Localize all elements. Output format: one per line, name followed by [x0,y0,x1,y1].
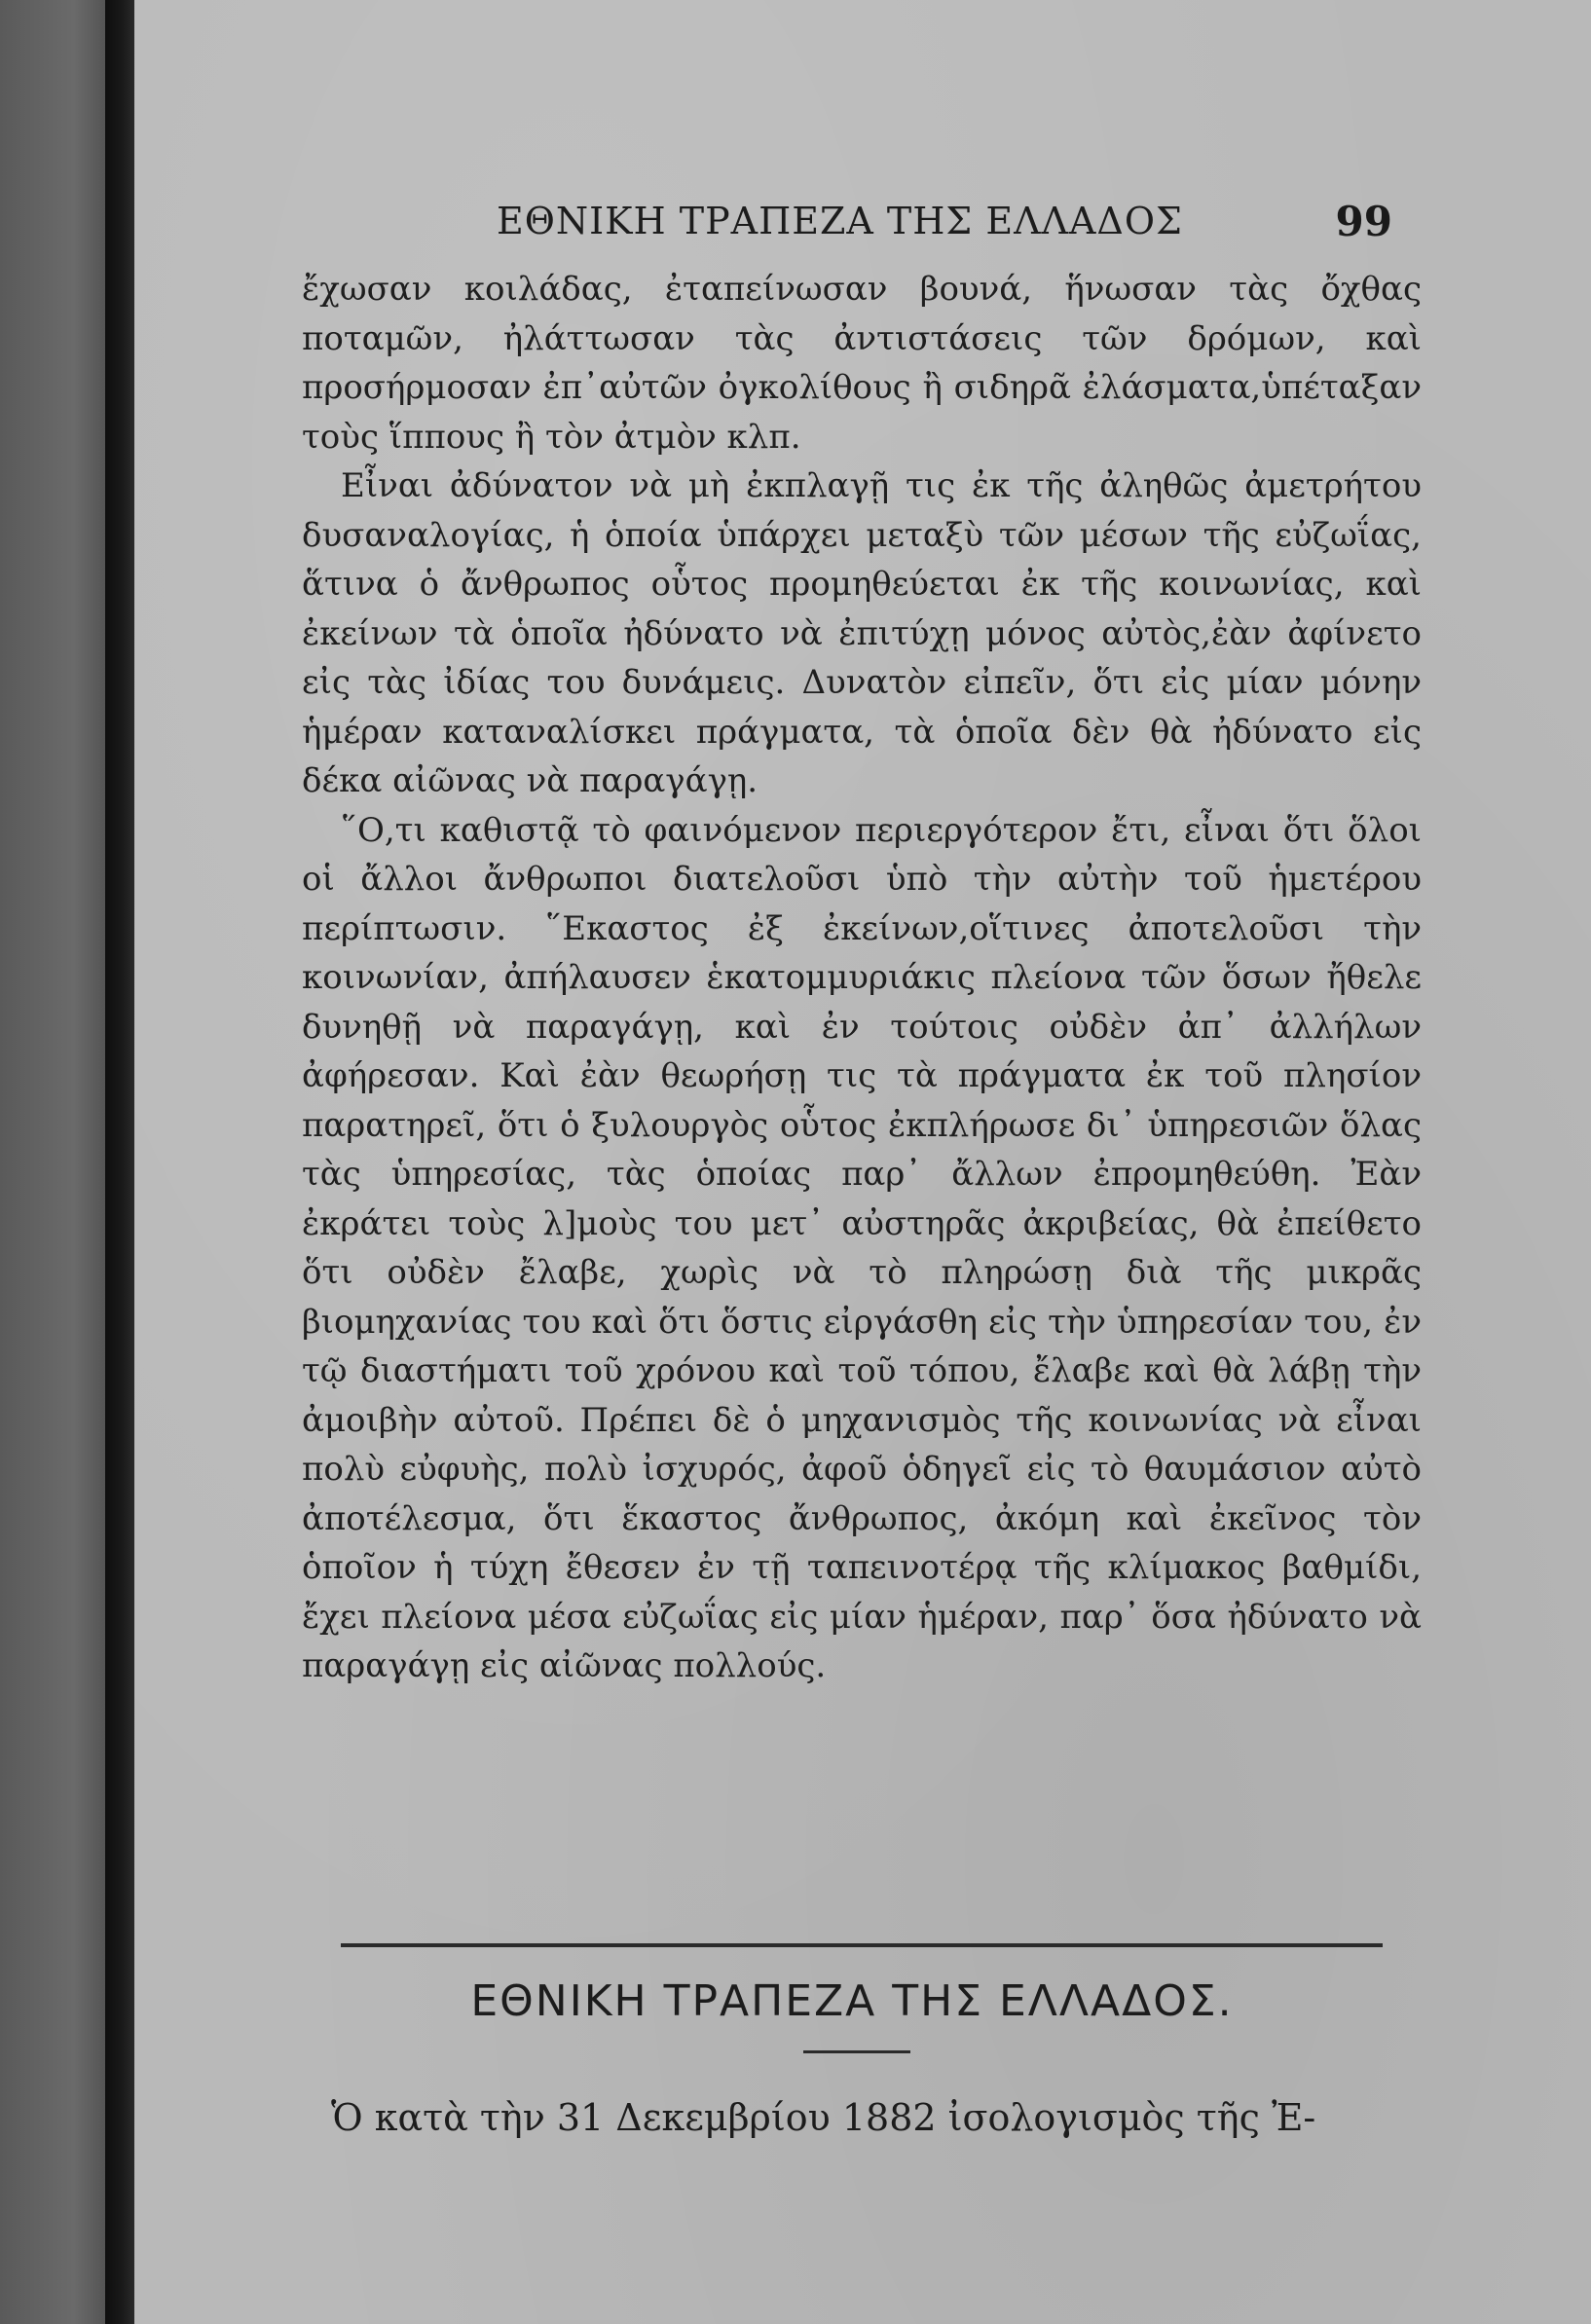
running-title: ΕΘΝΙΚΗ ΤΡΑΠΕΖΑ ΤΗΣ ΕΛΛΑΔΟΣ [497,200,1183,242]
running-head [360,190,1412,258]
book-binding-edge [105,0,134,2324]
section-first-line: Ὁ κατὰ τὴν 31 Δεκεμβρίου 1882 ἰσολογισμὸς τῆς Ἐ- [331,2096,1316,2139]
body-text [302,265,1422,1691]
paragraph-1: ἔχωσαν κοιλάδας, ἐταπείνωσαν βουνά, ἥνωσαν τὰς ὄχθας ποταμῶν, ἠλάττωσαν τὰς ἀντιστάσεις τῶν δρόμων, καὶ προσήρμοσαν ἐπ᾽αὐτῶν ὀγκολίθους ἢ σιδηρᾶ ἐλάσματα,ὑπέταξαν τοὺς ἵππους ἢ τὸν ἀτμὸν κλπ. [302,270,1422,457]
section-heading: ΕΘΝΙΚΗ ΤΡΑΠΕΖΑ ΤΗΣ ΕΛΛΑΔΟΣ. [470,1976,1234,2026]
page-number: 99 [1335,198,1392,245]
paragraph-2: Εἶναι ἀδύνατον νὰ μὴ ἐκπλαγῇ τις ἐκ τῆς ἀληθῶς ἀμετρήτου δυσαναλογίας, ἡ ὁποία ὑπάρχει μεταξὺ τῶν μέσων τῆς εὐζωΐας, ἅτινα ὁ ἄνθρωπος οὗτος προμηθεύεται ἐκ τῆς κοινωνίας, καὶ ἐκείνων τὰ ὁποῖα ἠδύνατο νὰ ἐπιτύχῃ μόνος αὐτὸς,ἐὰν ἀφίνετο εἰς τὰς ἰδίας του δυνάμεις. Δυνατὸν εἰπεῖν, ὅτι εἰς μίαν μόνην ἡμέραν καταναλίσκει πράγματα, τὰ ὁποῖα δὲν θὰ ἠδύνατο εἰς δέκα αἰῶνας νὰ παραγάγῃ. [302,466,1422,800]
heading-underline-rule [803,2050,910,2053]
section-divider-rule [341,1943,1383,1947]
paragraph-3: ῞Ο,τι καθιστᾷ τὸ φαινόμενον περιεργότερον ἔτι, εἶναι ὅτι ὅλοι οἱ ἄλλοι ἄνθρωποι διατελοῦσι ὑπὸ τὴν αὐτὴν τοῦ ἡμετέρου περίπτωσιν. ῞Εκαστος ἐξ ἐκείνων,οἵτινες ἀποτελοῦσι τὴν κοινωνίαν, ἀπήλαυσεν ἑκατομμυριάκις πλείονα τῶν ὅσων ἤθελε δυνηθῇ νὰ παραγάγῃ, καὶ ἐν τούτοις οὐδὲν ἀπ᾽ ἀλλήλων ἀφήρεσαν. Καὶ ἐὰν θεωρήσῃ τις τὰ πράγματα ἐκ τοῦ πλησίον παρατηρεῖ, ὅτι ὁ ξυλουργὸς οὗτος ἐκπλήρωσε δι᾽ ὑπηρεσιῶν ὅλας τὰς ὑπηρεσίας, τὰς ὁποίας παρ᾽ ἄλλων ἐπρομηθεύθη. Ἐὰν ἐκράτει τοὺς λ]μοὺς του μετ᾽ αὐστηρᾶς ἀκριβείας, θὰ ἐπείθετο ὅτι οὐδὲν ἔλαβε, χωρὶς νὰ τὸ πληρώσῃ διὰ τῆς μικρᾶς βιομηχανίας του καὶ ὅτι ὅστις εἰργάσθη εἰς τὴν ὑπηρεσίαν του, ἐν τῷ διαστήματι τοῦ χρόνου καὶ τοῦ τόπου, ἔλαβε καὶ θὰ λάβῃ τὴν ἀμοιβὴν αὐτοῦ. Πρέπει δὲ ὁ μηχανισμὸς τῆς κοινωνίας νὰ εἶναι πολὺ εὐφυὴς, πολὺ ἰσχυρός, ἀφοῦ ὁδηγεῖ εἰς τὸ θαυμάσιον αὐτὸ ἀποτέλεσμα, ὅτι ἕκαστος ἄνθρωπος, ἀκόμη καὶ ἐκεῖνος τὸν ὁποῖον ἡ τύχη ἔθεσεν ἐν τῇ ταπεινοτέρᾳ τῆς κλίμακος βαθμίδι, ἔχει πλείονα μέσα εὐζωΐας εἰς μίαν ἡμέραν, παρ᾽ ὅσα ἠδύνατο νὰ παραγάγῃ εἰς αἰῶνας πολλούς. [302,810,1422,1685]
left-margin [0,0,105,2324]
